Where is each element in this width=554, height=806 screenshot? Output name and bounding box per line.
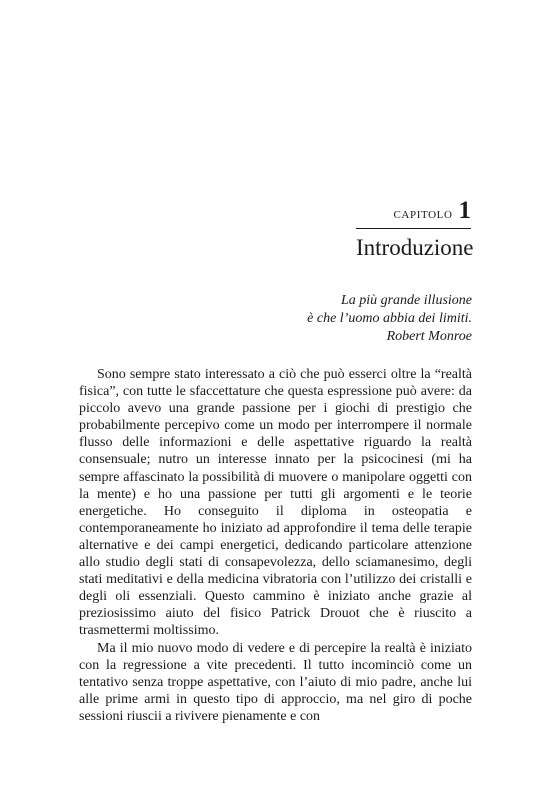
chapter-title: Introduzione bbox=[356, 235, 474, 260]
epigraph-line-1: La più grande illusione bbox=[340, 293, 472, 308]
chapter-word: CAPITOLO bbox=[393, 209, 453, 221]
chapter-rule bbox=[356, 228, 471, 229]
epigraph-line-2: è che l’uomo abbia dei limiti. bbox=[307, 311, 472, 326]
chapter-label bbox=[356, 198, 471, 224]
paragraph: Sono sempre stato interessato a ciò che può esserci oltre la “realtà fisica”, con tutte le sfaccettature che questa espressione può avere: da piccolo avevo una grande passione per i giochi di prestigio che probabilmente percepivo come un modo per interrompere il normale flusso delle informazioni e delle aspettative riguardo la realtà consensuale; nutro un interesse innato per la psicocinesi (mi ha sempre affascinato la possibilità di muovere o manipolare oggetti con la mente) e ho una passione per tutti gli argomenti e le teorie energetiche. Ho conseguito il diploma in osteopatia e contemporaneamente ho iniziato ad approfondire il tema delle terapie alternative e dei campi energetici, dedicando particolare attenzione allo studio degli stati di consapevolezza, dello sciamanesimo, degli stati meditativi e della medicina vibratoria con l’utilizzo dei cristalli e degli oli essenziali. Questo cammino è iniziato anche grazie al preziosissimo aiuto del fisico Patrick Drouot che è riuscito a trasmettermi moltissimo. bbox=[79, 367, 472, 639]
chapter-number: 1 bbox=[458, 197, 471, 224]
epigraph-author: Robert Monroe bbox=[386, 329, 472, 344]
chapter-heading bbox=[356, 197, 474, 263]
paragraph: Ma il mio nuovo modo di vedere e di percepire la realtà è iniziato con la regressione a vite precedenti. Il tutto incominciò come un tentativo senza troppe aspettative, con l’aiuto di mio padre, anche lui alle prime armi in questo tipo di approccio, ma nel giro di poche sessioni riuscii a rivivere pienamente e con bbox=[79, 640, 472, 724]
body-text bbox=[79, 366, 472, 725]
epigraph bbox=[230, 292, 472, 346]
